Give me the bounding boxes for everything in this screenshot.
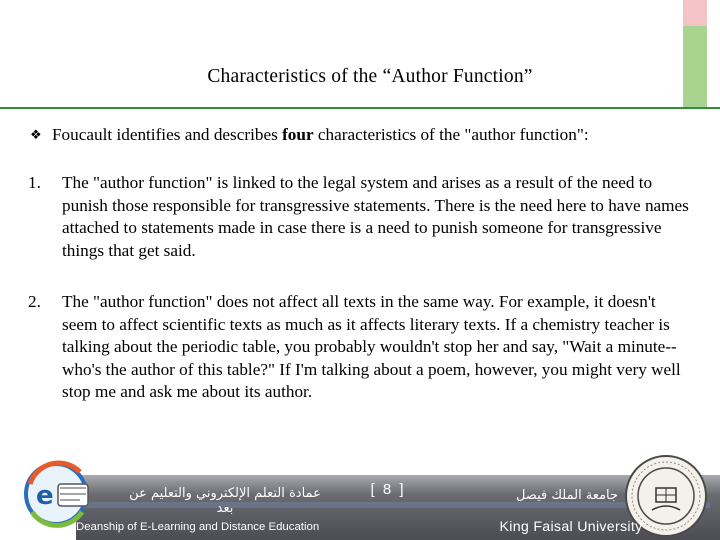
title-divider [0,107,720,109]
page-number: [ 8 ] [370,481,406,498]
deanship-english-name: Deanship of E-Learning and Distance Education [76,521,320,533]
list-item-text: The "author function" does not affect all texts in the same way. For example, it doesn't seem to affect scientific texts as much as it affects literary texts. If a chemistry teacher is talking about the periodic table, you probably wouldn't stop her and say, "Wait a minute--who's the author of this table?" If I'm talking about a poem, however, you might very well stop me and ask me about its author. [62,292,681,402]
list-item-number: 2. [28,292,41,311]
svg-text:e: e [36,481,54,511]
deanship-arabic-name: عمادة التعلم الإلكتروني والتعليم عن بعد [129,486,321,516]
list-item-number: 1. [28,173,41,192]
university-english-name: King Faisal University [499,519,643,535]
university-arabic-name: جامعة الملك فيصل [515,488,619,503]
slide-title: Characteristics of the “Author Function” [207,66,533,87]
diamond-bullet-icon: ❖ [30,128,42,143]
corner-decoration-pink [683,0,707,26]
intro-paragraph [30,124,710,147]
intro-text: Foucault identifies and describes four characteristics of the "author function": [52,125,589,144]
list-item-text: The "author function" is linked to the legal system and arises as a result of the need to punish those responsible for transgressive statements. There is the need here to have names attached to statements made in case there is a need to punish someone for transgressive things that get said. [62,173,689,260]
